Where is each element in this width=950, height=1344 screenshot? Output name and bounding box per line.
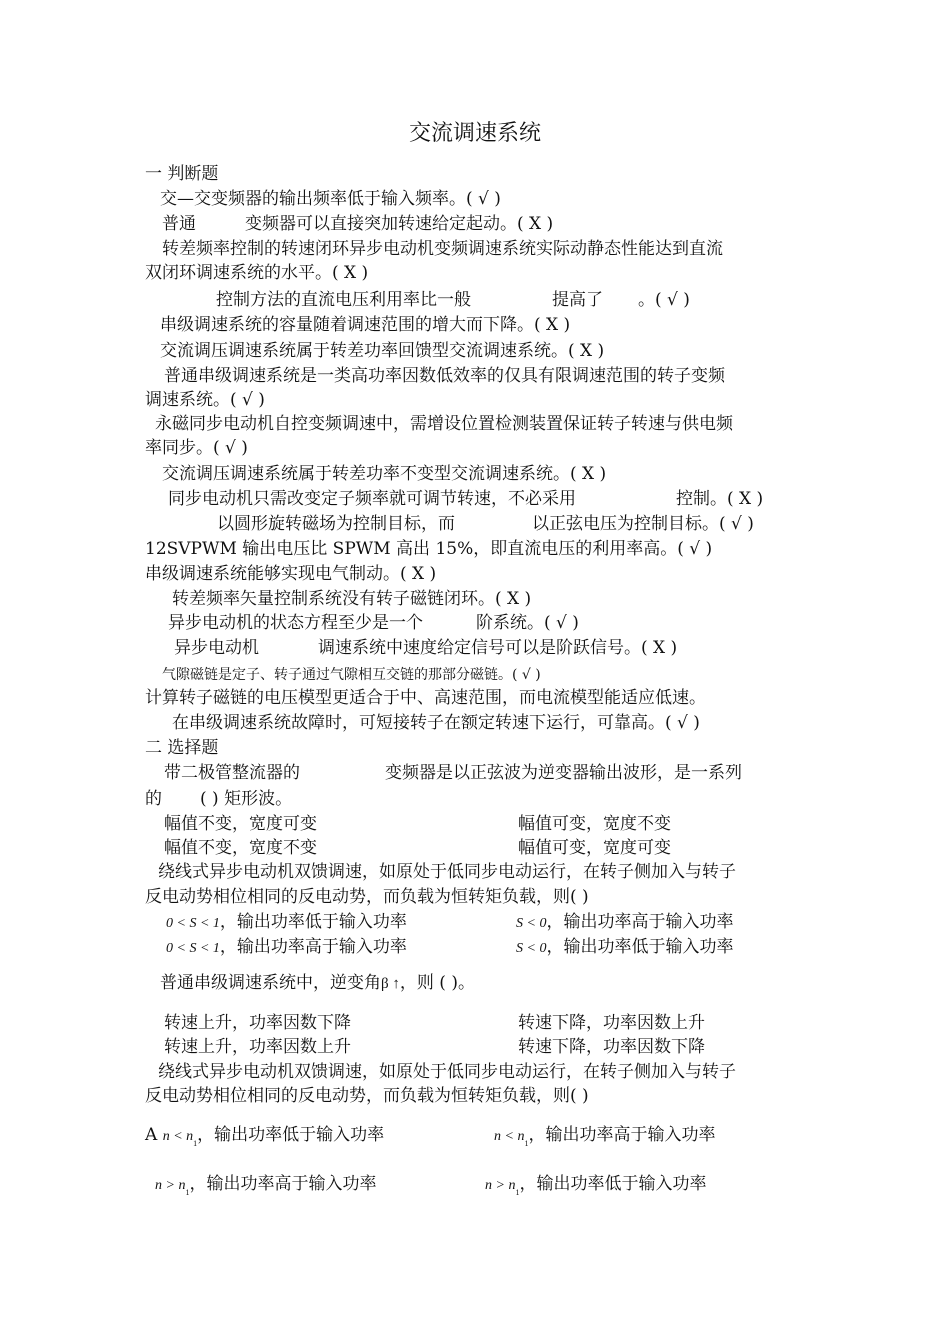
q2-option-d — [516, 936, 733, 960]
q4-option-b — [494, 1124, 715, 1155]
q3-option-c: 转速上升，功率因数上升 — [164, 1037, 351, 1057]
judgement-item-2a: 普通 — [162, 214, 196, 234]
q3-option-d: 转速下降，功率因数下降 — [518, 1037, 705, 1057]
q1-option-c: 幅值不变，宽度不变 — [164, 838, 317, 858]
judgement-item-3b: 双闭环调速系统的水平。( X ) — [145, 263, 369, 283]
q4-text-b: ，输出功率高于输入功率 — [528, 1125, 716, 1145]
q2-math-b: S < 0 — [516, 916, 547, 931]
q1-option-b: 幅值可变，宽度不变 — [518, 814, 671, 834]
judgement-item-8a: 永磁同步电动机自控变频调速中，需增设位置检测装置保证转子转速与供电频 — [155, 414, 733, 434]
q2-option-c — [166, 936, 407, 960]
judgement-item-6: 交流调压调速系统属于转差功率回馈型交流调速系统。( X ) — [160, 341, 605, 361]
q4-math-a: $n < n_1$ — [162, 1129, 198, 1148]
judgement-item-14: 转差频率矢量控制系统没有转子磁链闭环。( X ) — [172, 589, 532, 609]
q2-line1: 绕线式异步电动机双馈调速，如原处于低同步电动运行，在转子侧加入与转子 — [158, 862, 736, 882]
q1-option-d: 幅值可变，宽度可变 — [518, 838, 671, 858]
q2-math-c: 0 < S < 1 — [166, 941, 220, 956]
q3-line1b: ，则 ( )。 — [399, 973, 475, 993]
judgement-item-18: 计算转子磁链的电压模型更适合于中、高速范围，而电流模型能适应低速。 — [145, 688, 706, 708]
q1-line2b: ( ) 矩形波。 — [200, 789, 293, 809]
q2-line2: 反电动势相位相同的反电动势，而负载为恒转矩负载，则( ) — [145, 887, 589, 907]
section-heading-choice: 二 选择题 — [145, 738, 219, 758]
judgement-item-8b: 率同步。( √ ) — [145, 438, 248, 458]
q4-line2: 反电动势相位相同的反电动势，而负载为恒转矩负载，则( ) — [145, 1086, 589, 1106]
q1-line1b: 变频器是以正弦波为逆变器输出波形，是一系列 — [385, 763, 742, 783]
judgement-item-2b: 变频器可以直接突加转速给定起动。( X ) — [245, 214, 554, 234]
q1-line1a: 带二极管整流器的 — [164, 763, 300, 783]
section-heading-judgement: 一 判断题 — [145, 164, 219, 184]
q4-option-a — [145, 1124, 384, 1155]
q4-text-c: ，输出功率高于输入功率 — [189, 1174, 377, 1194]
q2-option-a — [166, 911, 407, 935]
judgement-item-10b: 控制。( X ) — [676, 489, 764, 509]
q3-option-b: 转速下降，功率因数上升 — [518, 1013, 705, 1033]
judgement-item-9: 交流调压调速系统属于转差功率不变型交流调速系统。( X ) — [162, 464, 607, 484]
judgement-item-13: 串级调速系统能够实现电气制动。( X ) — [145, 564, 437, 584]
judgement-item-16a: 异步电动机 — [174, 638, 259, 658]
judgement-item-15a: 异步电动机的状态方程至少是一个 — [168, 613, 423, 633]
judgement-item-11b: 以正弦电压为控制目标。( √ ) — [532, 514, 754, 534]
q2-text-c: ，输出功率高于输入功率 — [219, 937, 407, 957]
judgement-item-11a: 以圆形旋转磁场为控制目标，而 — [217, 514, 455, 534]
q4-text-a: ，输出功率低于输入功率 — [197, 1125, 385, 1145]
page-title: 交流调速系统 — [408, 121, 541, 146]
q4-label-a: A — [145, 1125, 158, 1145]
q2-option-b — [516, 911, 733, 935]
judgement-item-4c: 。( √ ) — [638, 290, 690, 310]
judgement-item-19: 在串级调速系统故障时，可短接转子在额定转速下运行，可靠高。( √ ) — [172, 713, 700, 733]
judgement-item-16b: 调速系统中速度给定信号可以是阶跃信号。( X ) — [318, 638, 678, 658]
q3-option-a: 转速上升，功率因数下降 — [164, 1013, 351, 1033]
q2-math-d: S < 0 — [516, 941, 547, 956]
q4-line1: 绕线式异步电动机双馈调速，如原处于低同步电动运行，在转子侧加入与转子 — [158, 1062, 736, 1082]
q4-option-d — [485, 1173, 706, 1204]
q1-line2a: 的 — [145, 789, 162, 809]
q2-text-d: ，输出功率低于输入功率 — [546, 937, 734, 957]
judgement-item-1: 交—交变频器的输出频率低于输入频率。( √ ) — [160, 189, 501, 209]
judgement-item-12: 12SVPWM 输出电压比 SPWM 高出 15%，即直流电压的利用率高。( √ ) — [145, 539, 713, 559]
judgement-item-7b: 调速系统。( √ ) — [145, 390, 265, 410]
q2-text-a: ，输出功率低于输入功率 — [219, 912, 407, 932]
judgement-item-5: 串级调速系统的容量随着调速范围的增大而下降。( X ) — [160, 315, 571, 335]
q3-line1a: 普通串级调速系统中，逆变角 — [160, 973, 381, 993]
q4-option-c — [155, 1173, 376, 1204]
judgement-item-3a: 转差频率控制的转速闭环异步电动机变频调速系统实际动静态性能达到直流 — [162, 239, 723, 259]
q4-math-b: $n < n_1$ — [494, 1129, 529, 1148]
q3-line1 — [160, 972, 475, 995]
q3-beta: β ↑ — [381, 976, 400, 992]
q4-math-d: $n > n_1$ — [485, 1178, 520, 1197]
q2-text-b: ，输出功率高于输入功率 — [546, 912, 734, 932]
q4-text-d: ，输出功率低于输入功率 — [519, 1174, 707, 1194]
q2-math-a: 0 < S < 1 — [166, 916, 220, 931]
q1-option-a: 幅值不变，宽度可变 — [164, 814, 317, 834]
judgement-item-4a: 控制方法的直流电压利用率比一般 — [216, 290, 471, 310]
judgement-item-4b: 提高了 — [552, 290, 603, 310]
judgement-item-17: 气隙磁链是定子、转子通过气隙相互交链的那部分磁链。( √ ) — [162, 667, 541, 683]
judgement-item-10a: 同步电动机只需改变定子频率就可调节转速，不必采用 — [168, 489, 576, 509]
judgement-item-15b: 阶系统。( √ ) — [476, 613, 579, 633]
q4-math-c: $n > n_1$ — [155, 1178, 190, 1197]
judgement-item-7a: 普通串级调速系统是一类高功率因数低效率的仅具有限调速范围的转子变频 — [164, 366, 725, 386]
